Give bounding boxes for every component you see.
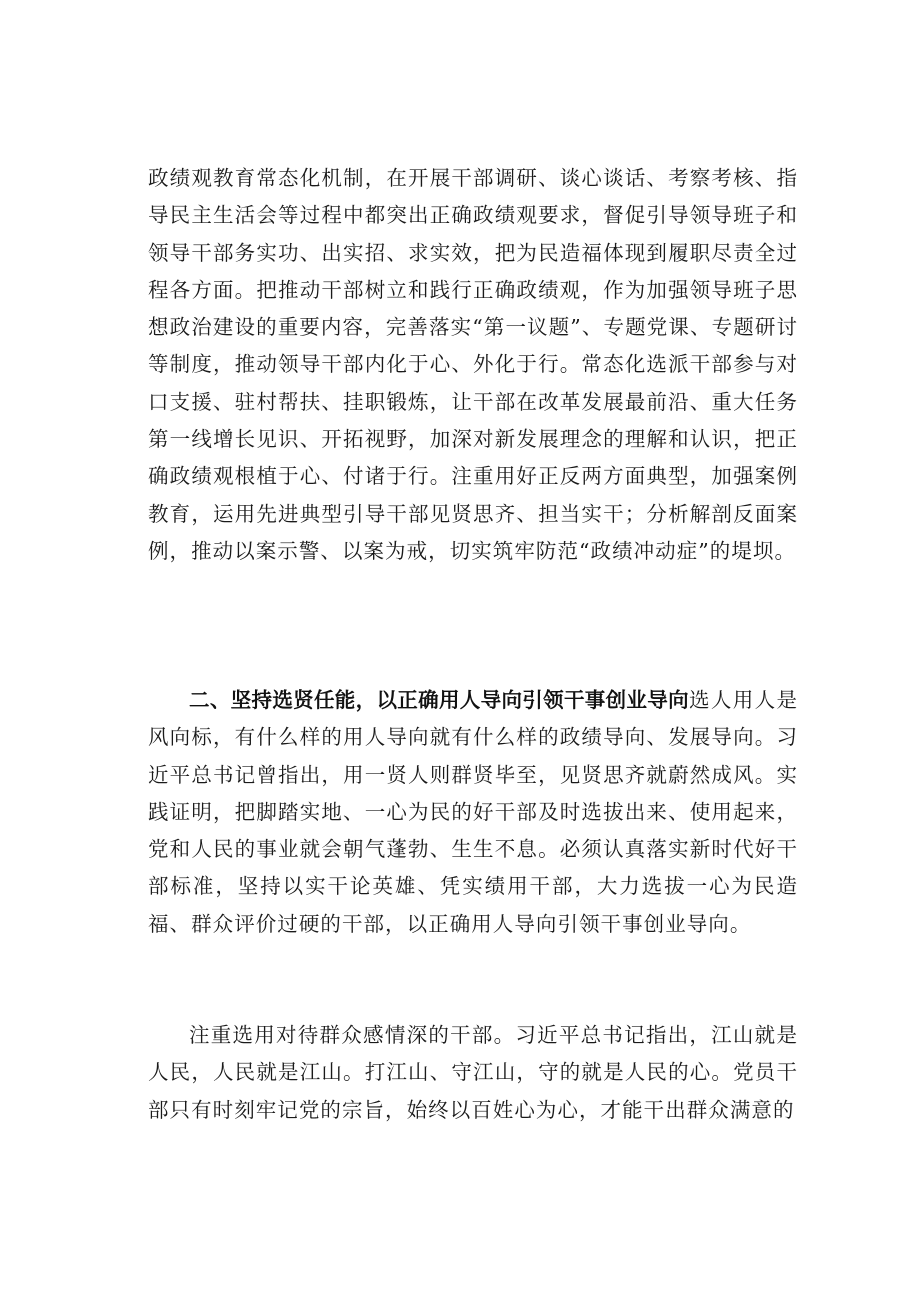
section-body-text: 选人用人是风向标，有什么样的用人导向就有什么样的政绩导向、发展导向。习近平总书记曾指出，用一贤人则群贤毕至，见贤思齐就蔚然成风。实践证明，把脚踏实地、一心为民的好干部及时选拔出来、使用起来，党和人民的事业就会朝气蓬勃、生生不息。必须认真落实新时代好干部标准，坚持以实干论英雄、凭实绩用干部，大力选拔一心为民造福、群众评价过硬的干部，以正确用人导向引领干事创业导向。 bbox=[148, 688, 799, 936]
section-paragraph bbox=[148, 682, 798, 943]
section-heading: 二、坚持选贤任能，以正确用人导向引领干事创业导向 bbox=[189, 688, 689, 712]
body-paragraph-continued: 政绩观教育常态化机制，在开展干部调研、谈心谈话、考察考核、指导民主生活会等过程中都突出正确政绩观要求，督促引导领导班子和领导干部务实功、出实招、求实效，把为民造福体现到履职尽责全过程各方面。把推动干部树立和践行正确政绩观，作为加强领导班子思想政治建设的重要内容，完善落实“第一议题”、专题党课、专题研讨等制度，推动领导干部内化于心、外化于行。常态化选派干部参与对口支援、驻村帮扶、挂职锻炼，让干部在改革发展最前沿、重大任务第一线增长见识、开拓视野，加深对新发展理念的理解和认识，把正确政绩观根植于心、付诸于行。注重用好正反两方面典型，加强案例教育，运用先进典型引导干部见贤思齐、担当实干；分析解剖反面案例，推动以案示警、以案为戒，切实筑牢防范“政绩冲动症”的堤坝。 bbox=[148, 166, 798, 563]
body-paragraph-truncated: 注重选用对待群众感情深的干部。习近平总书记指出，江山就是人民，人民就是江山。打江山、守江山，守的就是人民的心。党员干部只有时刻牢记党的宗旨，始终以百姓心为心，才能干出群众满意的 bbox=[148, 1023, 798, 1122]
